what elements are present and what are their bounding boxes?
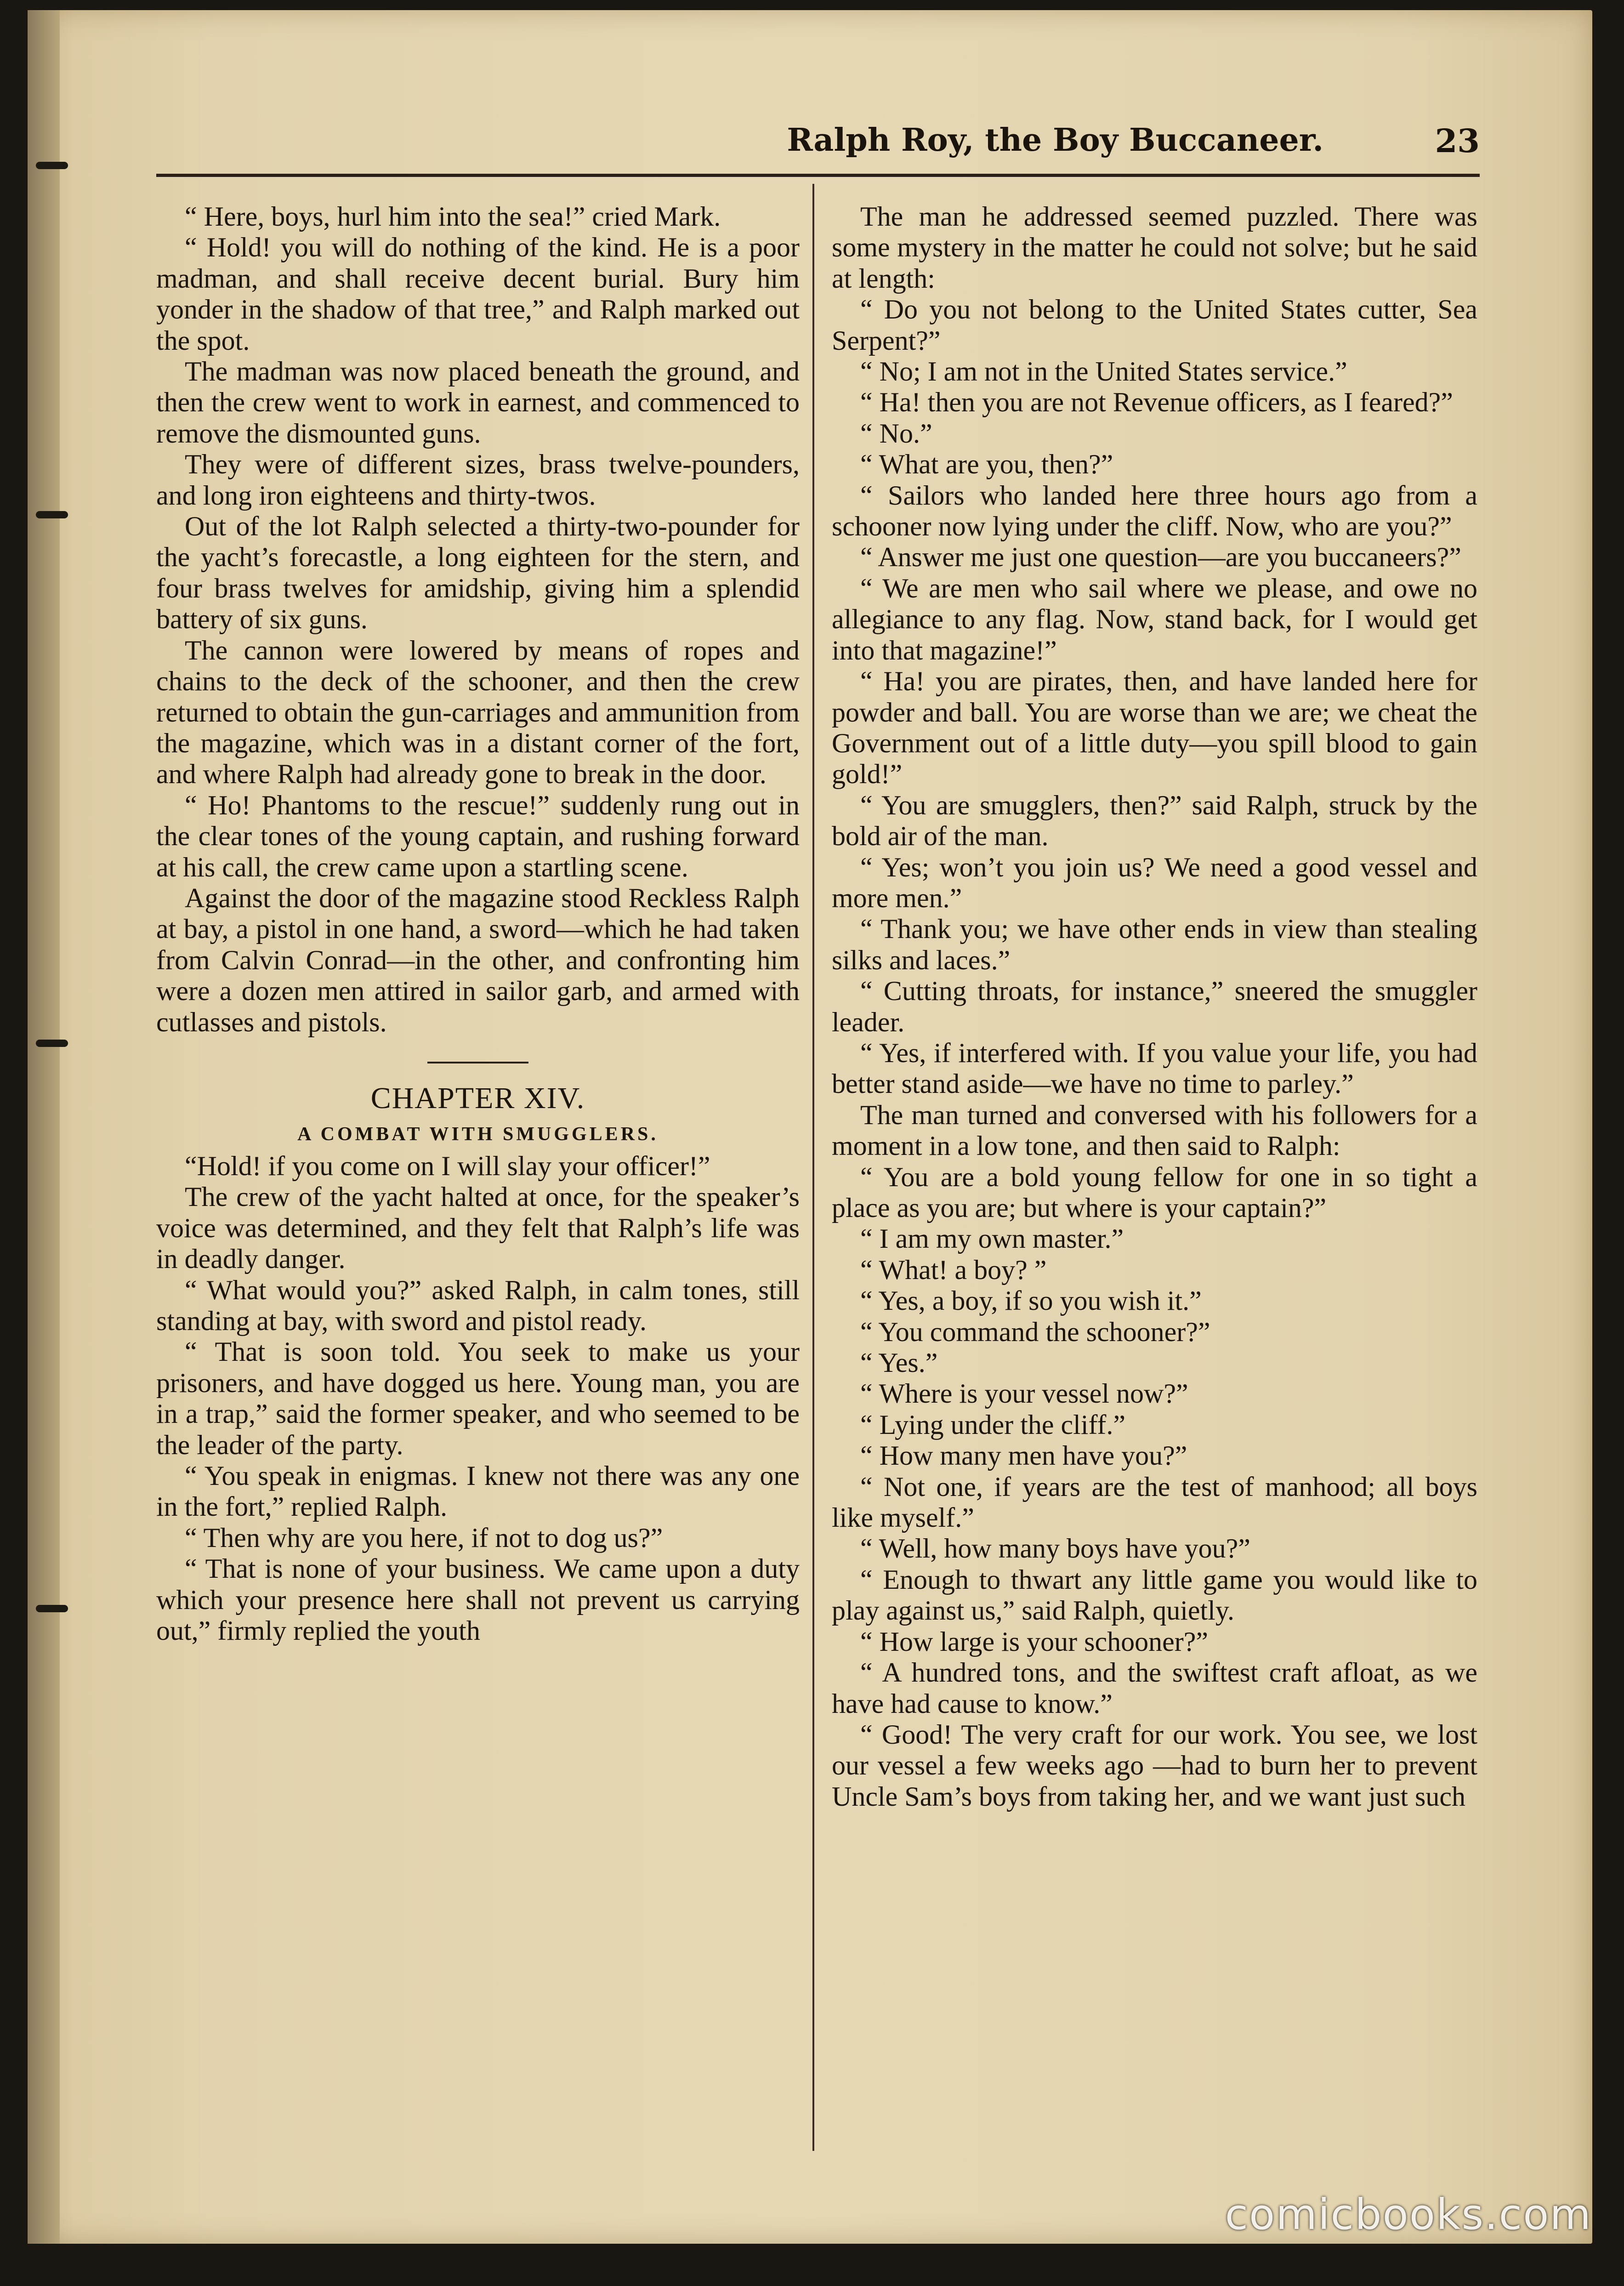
paragraph: “ You speak in enigmas. I knew not there was any one in the fort,” replied Ralph.: [156, 1461, 800, 1522]
paragraph: “ I am my own master.”: [860, 1223, 1124, 1254]
paragraph: “Hold! if you come on I will slay your officer!”: [185, 1150, 710, 1181]
chapter-rule: [427, 1062, 528, 1063]
paragraph: “ A hundred tons, and the swiftest craft afloat, as we have had cause to know.”: [832, 1657, 1477, 1719]
paragraph: “ No; I am not in the United States service.”: [860, 356, 1347, 387]
paragraph: The man turned and conversed with his followers for a moment in a low tone, and then said to Ralph:: [832, 1099, 1477, 1161]
paragraph: “ Hold! you will do nothing of the kind. He is a poor madman, and shall receive decent burial. Bury him yonder in the shadow of that tree,” and Ralph marked out the spot.: [156, 232, 800, 356]
paragraph: “ No.”: [860, 418, 932, 449]
paragraph: “ Then why are you here, if not to dog us?”: [185, 1522, 663, 1553]
paragraph: “ Yes; won’t you join us? We need a good vessel and more men.”: [832, 852, 1477, 913]
paragraph: “ What would you?” asked Ralph, in calm tones, still standing at bay, with sword and pistol ready.: [156, 1274, 800, 1336]
paragraph: “ We are men who sail where we please, and owe no allegiance to any flag. Now, stand back, for I would get into that magazine!”: [832, 573, 1477, 665]
binding-stitch: [36, 162, 68, 169]
paragraph: “ Enough to thwart any little game you would like to play against us,” said Ralph, quietly.: [832, 1564, 1477, 1626]
paragraph: “ Here, boys, hurl him into the sea!” cried Mark.: [185, 201, 721, 232]
paragraph: “ That is soon told. You seek to make us your prisoners, and have dogged us here. Young man, you are in a trap,” said the former speaker, and who seemed to be the leader of the party.: [156, 1336, 800, 1460]
paragraph: “ How large is your schooner?”: [860, 1626, 1208, 1657]
paragraph: “ Sailors who landed here three hours ago from a schooner now lying under the cliff. Now, who are you?”: [832, 480, 1477, 542]
paragraph: “ That is none of your business. We came upon a duty which your presence here shall not prevent us carrying out,” firmly replied the youth: [156, 1553, 800, 1646]
column-divider: [812, 184, 814, 2151]
paragraph: “ Ha! you are pirates, then, and have landed here for powder and ball. You are worse than we are; we cheat the Government out of a little duty—you spill blood to gain gold!”: [832, 666, 1477, 790]
binding-stitch: [36, 1040, 68, 1047]
paragraph: The cannon were lowered by means of ropes and chains to the deck of the schooner, and then the crew returned to obtain the gun-carriages and ammunition from the magazine, which was in a distant corner of the fort, and where Ralph had already gone to break in the door.: [156, 635, 800, 790]
header-rule: [156, 174, 1480, 177]
binding-stitch: [36, 511, 68, 518]
paragraph: “ Ha! then you are not Revenue officers, as I feared?”: [860, 387, 1453, 418]
paragraph: The crew of the yacht halted at once, for the speaker’s voice was determined, and they felt that Ralph’s life was in deadly danger.: [156, 1182, 800, 1274]
right-column: [832, 201, 1477, 1812]
paragraph: “ You are a bold young fellow for one in so tight a place as you are; but where is your captain?”: [832, 1161, 1477, 1223]
paragraph: “ Lying under the cliff.”: [860, 1409, 1126, 1440]
paragraph: They were of different sizes, brass twelve-pounders, and long iron eighteens and thirty-twos.: [156, 449, 800, 511]
paragraph: “ Yes.”: [860, 1348, 938, 1378]
paragraph: “ Where is your vessel now?”: [860, 1378, 1188, 1409]
paragraph: “ Yes, a boy, if so you wish it.”: [860, 1285, 1202, 1316]
paragraph: “ Good! The very craft for our work. You see, we lost our vessel a few weeks ago —had to burn her to prevent Uncle Sam’s boys from taking her, and we want just such: [832, 1719, 1477, 1812]
chapter-title: CHAPTER XIV.: [370, 1081, 585, 1115]
paragraph: “ Well, how many boys have you?”: [860, 1533, 1250, 1564]
left-column: [156, 201, 800, 1646]
paragraph: “ Do you not belong to the United States cutter, Sea Serpent?”: [832, 294, 1477, 356]
page-number: 23: [1435, 122, 1480, 160]
paragraph: “ How many men have you?”: [860, 1440, 1187, 1471]
paragraph: The madman was now placed beneath the ground, and then the crew went to work in earnest, and commenced to remove the dismounted guns.: [156, 356, 800, 449]
page-binding-edge: [28, 10, 60, 2244]
paragraph: “ You are smugglers, then?” said Ralph, struck by the bold air of the man.: [832, 790, 1477, 852]
watermark: comicbooks.com: [1225, 2190, 1592, 2239]
paragraph: “ Cutting throats, for instance,” sneered the smuggler leader.: [832, 976, 1477, 1037]
paragraph: “ What! a boy? ”: [860, 1254, 1047, 1285]
paragraph: “ Ho! Phantoms to the rescue!” suddenly rung out in the clear tones of the young captain, and rushing forward at his call, the crew came upon a startling scene.: [156, 790, 800, 882]
paragraph: “ Thank you; we have other ends in view than stealing silks and laces.”: [832, 914, 1477, 975]
paragraph: The man he addressed seemed puzzled. There was some mystery in the matter he could not solve; but he said at length:: [832, 201, 1477, 294]
binding-stitch: [36, 1605, 68, 1612]
paragraph: “ Answer me just one question—are you buccaneers?”: [860, 542, 1461, 573]
paragraph: “ Not one, if years are the test of manhood; all boys like myself.”: [832, 1471, 1477, 1533]
running-header: [156, 122, 1480, 163]
paragraph: “ You command the schooner?”: [860, 1316, 1210, 1347]
paragraph: Out of the lot Ralph selected a thirty-two-pounder for the yacht’s forecastle, a long eighteen for the stern, and four brass twelves for amidship, giving him a splendid battery of six guns.: [156, 511, 800, 635]
paragraph: Against the door of the magazine stood Reckless Ralph at bay, a pistol in one hand, a sword—which he had taken from Calvin Conrad—in the other, and confronting him were a dozen men attired in sailor garb, and armed with cutlasses and pistols.: [156, 882, 800, 1037]
chapter-subtitle: A COMBAT WITH SMUGGLERS.: [297, 1123, 659, 1145]
paragraph: “ What are you, then?”: [860, 449, 1113, 480]
paragraph: “ Yes, if interfered with. If you value your life, you had better stand aside—we have no time to parley.”: [832, 1037, 1477, 1099]
running-title: Ralph Roy, the Boy Buccaneer.: [787, 122, 1323, 159]
